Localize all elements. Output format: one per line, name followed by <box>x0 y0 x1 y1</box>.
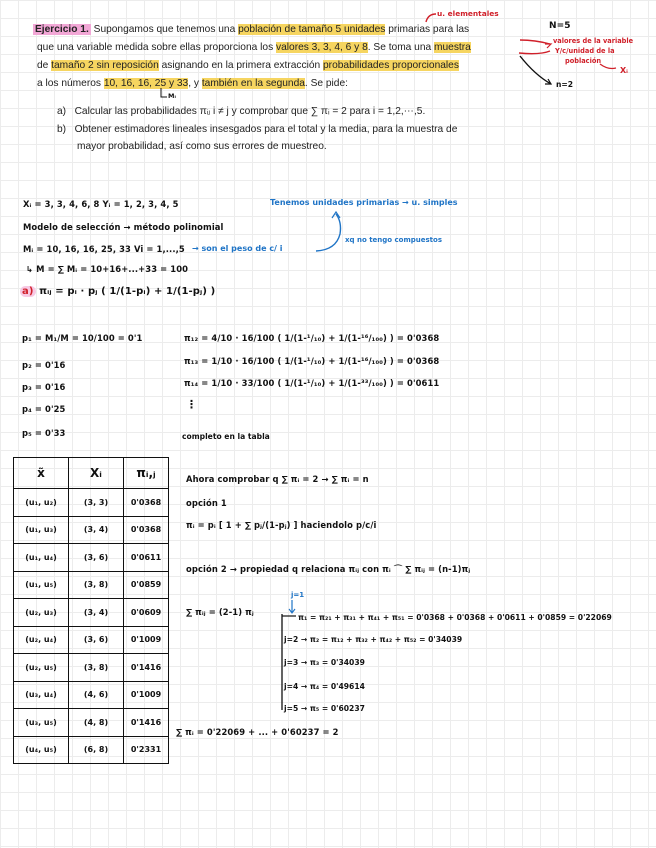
table-cell: (3, 4) <box>69 599 124 627</box>
right-sum-left: ∑ πᵢⱼ = (2-1) πⱼ <box>186 607 254 617</box>
table-cell: (u₃, u₅) <box>14 709 69 737</box>
table-cell: 0'1416 <box>124 654 169 682</box>
exercise-line-4: a los números 10, 16, 16, 25 y 33, y también en la segunda. Se pide: <box>37 78 348 89</box>
table-cell: 0'1009 <box>124 681 169 709</box>
pi-calc-14: π₁₄ = 1/10 · 33/100 ( 1/(1-¹/₁₀) + 1/(1-³³/₁₀₀) ) = 0'0611 <box>184 378 440 388</box>
annotation-mi-mark: Mᵢ <box>168 92 176 100</box>
table-cell: (u₂, u₄) <box>14 626 69 654</box>
annotation-elementales: u. elementales <box>437 9 499 18</box>
note-xi-yi: Xᵢ = 3, 3, 4, 6, 8 Yᵢ = 1, 2, 3, 4, 5 <box>23 199 179 209</box>
table-cell: (3, 6) <box>69 626 124 654</box>
table-cell: (4, 6) <box>69 681 124 709</box>
table-cell: (3, 6) <box>69 544 124 572</box>
pi-calc-note: completo en la tabla <box>182 432 270 441</box>
table-cell: 0'0859 <box>124 571 169 599</box>
table-cell: (u₃, u₄) <box>14 681 69 709</box>
table-cell: (3, 4) <box>69 516 124 544</box>
annotation-N: N=5 <box>549 21 571 31</box>
exercise-line-2: que una variable medida sobre ellas proporciona los valores 3, 3, 4, 6 y 8. Se toma una muestra <box>37 42 471 53</box>
table-cell: 0'2331 <box>124 736 169 764</box>
note-modelo: Modelo de selección → método polinomial <box>23 222 224 232</box>
right-opcion1: opción 1 <box>186 498 227 508</box>
table-cell: πᵢ,ⱼ <box>124 458 169 489</box>
exercise-line-1: Ejercicio 1. Supongamos que tenemos una población de tamaño 5 unidades primarias para las <box>35 24 470 35</box>
final-sum: ∑ πᵢ = 0'22069 + ... + 0'60237 = 2 <box>176 727 339 737</box>
table-cell: 0'1416 <box>124 709 169 737</box>
table-cell: (u₁, u₄) <box>14 544 69 572</box>
pi-calc-13: π₁₃ = 1/10 · 16/100 ( 1/(1-¹/₁₀) + 1/(1-¹⁶/₁₀₀) ) = 0'0368 <box>184 356 440 366</box>
table-cell: (3, 8) <box>69 571 124 599</box>
note-mi: Mᵢ = 10, 16, 16, 25, 33 Vi = 1,...,5 <box>23 244 185 254</box>
right-j2: j=2 → π₂ = π₁₂ + π₃₂ + π₄₂ + π₅₂ = 0'34039 <box>284 635 463 644</box>
annotation-xi: Xᵢ <box>620 66 628 75</box>
right-j3: j=3 → π₃ = 0'34039 <box>284 658 365 667</box>
table-cell: (3, 3) <box>69 489 124 517</box>
pi-calc-dots: ⋮ <box>186 398 198 411</box>
table-cell: (u₄, u₅) <box>14 736 69 764</box>
p-value-5: p₅ = 0'33 <box>22 428 66 438</box>
item-a: a) Calcular las probabilidades πᵢⱼ i ≠ j y comprobar que ∑ πᵢ = 2 para i = 1,2,⋯,5. <box>57 106 426 117</box>
p-value-3: p₃ = 0'16 <box>22 382 66 392</box>
p-value-1: p₁ = M₁/M = 10/100 = 0'1 <box>22 333 143 343</box>
annotation-valores-3: población <box>565 57 602 65</box>
table-cell: (u₁, u₃) <box>14 516 69 544</box>
exercise-label: Ejercicio 1. <box>35 24 89 35</box>
table-cell: (u₁, u₂) <box>14 489 69 517</box>
table-cell: 0'1009 <box>124 626 169 654</box>
p-value-2: p₂ = 0'16 <box>22 360 66 370</box>
note-a-formula: a) πᵢⱼ = pᵢ · pⱼ ( 1/(1-pᵢ) + 1/(1-pⱼ) ) <box>22 286 216 297</box>
right-ahora: Ahora comprobar q ∑ πᵢ = 2 → ∑ πᵢ = n <box>186 474 369 484</box>
annotation-n: n=2 <box>556 80 574 89</box>
table-cell: (4, 8) <box>69 709 124 737</box>
table-cell: (u₁, u₅) <box>14 571 69 599</box>
table-cell: x̃ <box>14 458 69 489</box>
table-cell: 0'0368 <box>124 516 169 544</box>
right-j4: j=4 → π₄ = 0'49614 <box>284 682 365 691</box>
table-cell: Xᵢ <box>69 458 124 489</box>
table-cell: (u₂, u₅) <box>14 654 69 682</box>
table-cell: 0'0368 <box>124 489 169 517</box>
note-sum-m: ↳ M = ∑ Mᵢ = 10+16+...+33 = 100 <box>26 264 189 274</box>
table-cell: (u₂, u₃) <box>14 599 69 627</box>
right-j5: j=5 → π₅ = 0'60237 <box>284 704 365 713</box>
table-cell: (6, 8) <box>69 736 124 764</box>
annotation-valores-2: Y/c/unidad de la <box>555 47 615 55</box>
p-value-4: p₄ = 0'25 <box>22 404 66 414</box>
right-opcion2: opción 2 → propiedad q relaciona πᵢⱼ con πᵢ ⌒ ∑ πᵢⱼ = (n-1)πⱼ <box>186 564 471 574</box>
table-cell: (3, 8) <box>69 654 124 682</box>
right-j1: π₁ = π₂₁ + π₃₁ + π₄₁ + π₅₁ = 0'0368 + 0'0368 + 0'0611 + 0'0859 = 0'22069 <box>298 613 612 622</box>
exercise-line-3: de tamaño 2 sin reposición asignando en la primera extracción probabilidades proporcionales <box>37 60 459 71</box>
right-j1-label: j=1 <box>291 591 305 599</box>
item-b-cont: mayor probabilidad, así como sus errores de muestreo. <box>77 141 327 152</box>
annotation-primarias: Tenemos unidades primarias → u. simples <box>270 198 458 207</box>
table-cell: 0'0609 <box>124 599 169 627</box>
item-b: b) Obtener estimadores lineales insesgados para el total y la media, para la muestra de <box>57 124 458 135</box>
right-opcion1-formula: πᵢ = pᵢ [ 1 + ∑ pⱼ/(1-pⱼ) ] haciendolo p/c/i <box>186 520 377 530</box>
pi-calc-12: π₁₂ = 4/10 · 16/100 ( 1/(1-¹/₁₀) + 1/(1-¹⁶/₁₀₀) ) = 0'0368 <box>184 333 440 343</box>
annotation-valores-1: valores de la variable <box>553 37 634 45</box>
annotation-peso: → son el peso de c/ i <box>192 244 283 253</box>
table-cell: 0'0611 <box>124 544 169 572</box>
annotation-compuestos: xq no tengo compuestos <box>345 236 443 244</box>
